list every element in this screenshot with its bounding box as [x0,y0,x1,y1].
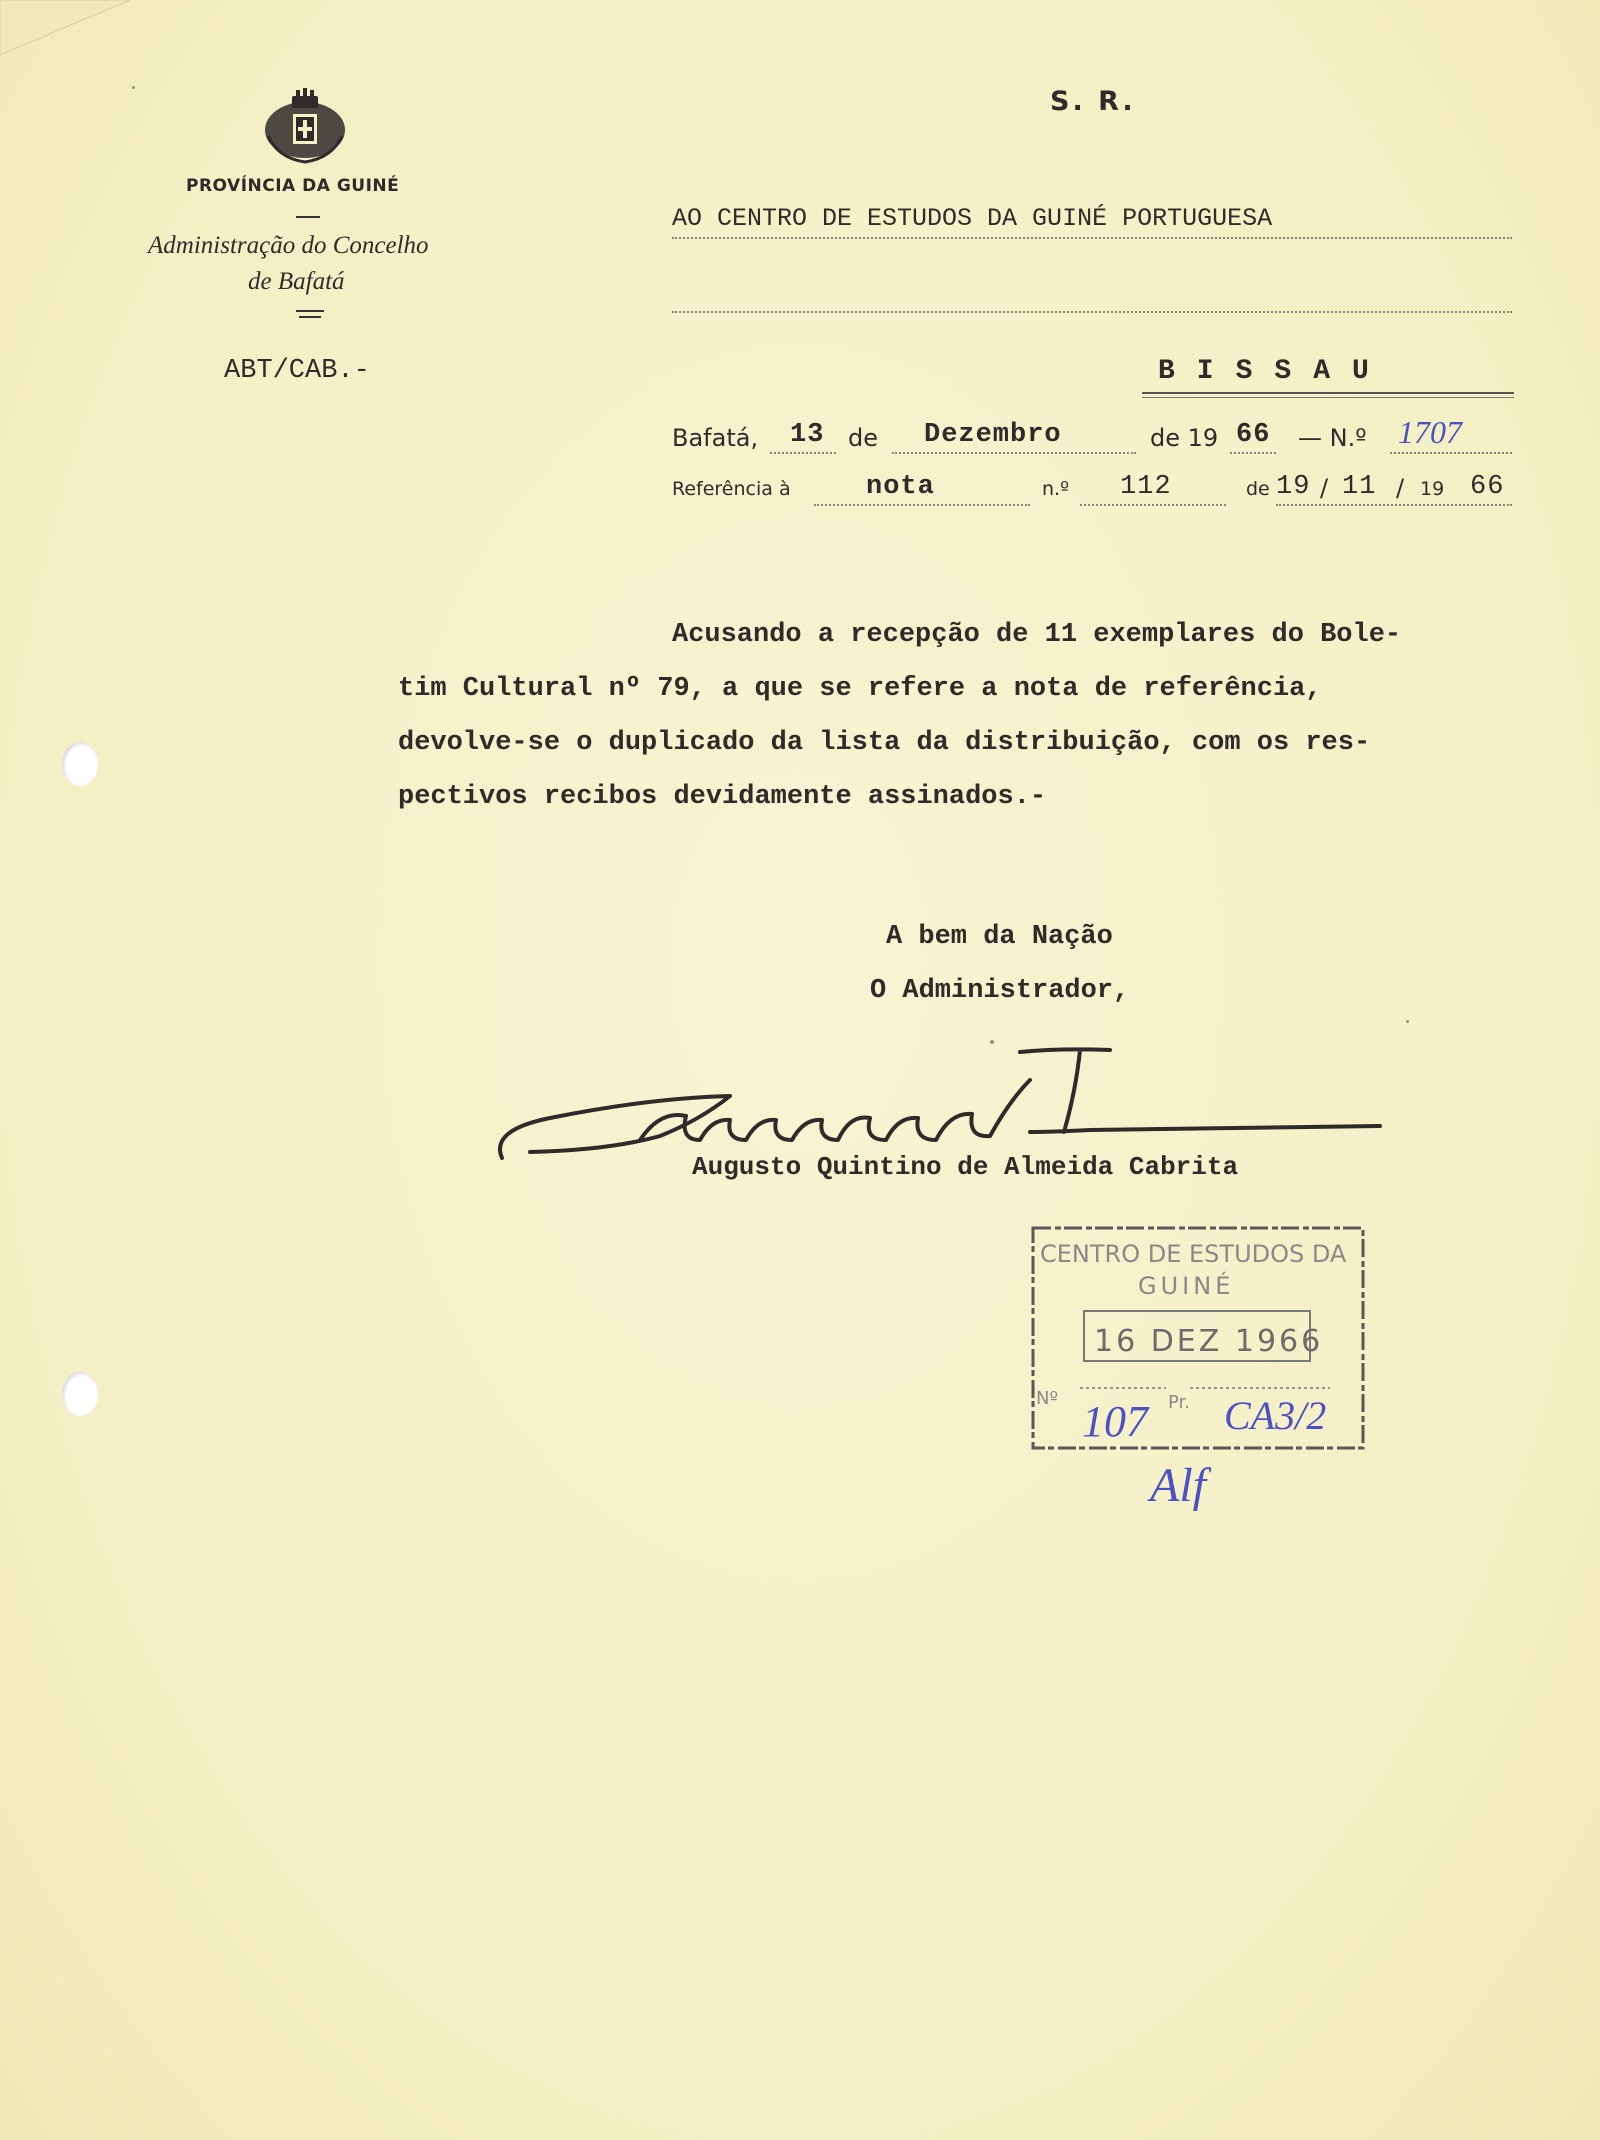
city-underline [1142,392,1514,394]
punch-hole-bottom [62,1372,98,1416]
stamp-entry-number: 107 [1082,1397,1148,1446]
body-line-2: tim Cultural nº 79, a que se refere a nota de referência, [398,674,1322,704]
closing-title: O Administrador, [870,976,1130,1006]
addressee-city: BISSAU [1158,356,1391,387]
date-separator: / [1320,474,1329,502]
divider [299,316,321,318]
reference-code: ABT/CAB.- [224,356,370,386]
reference-year-prefix: 19 [1420,478,1445,500]
sr-mark: S. R. [1050,86,1136,117]
address-dotted-line [672,237,1512,239]
dotted-fill [814,504,1030,506]
province-name: PROVÍNCIA DA GUINÉ [186,176,400,196]
reference-month: 11 [1342,472,1377,502]
date-month: Dezembro [924,420,1062,450]
paper-speck [1406,1020,1409,1023]
reference-number: 112 [1120,472,1172,502]
divider [296,310,324,312]
body-line-3: devolve-se o duplicado da lista da distribuição, com os res- [398,728,1371,758]
body-line-1: Acusando a recepção de 11 exemplares do Bole- [672,620,1402,650]
addressee: AO CENTRO DE ESTUDOS DA GUINÉ PORTUGUESA [672,204,1273,233]
dotted-fill [892,452,1136,454]
reference-day: 19 [1276,472,1311,502]
stamp-entry-label: Nº [1036,1388,1058,1409]
city-underline [1142,397,1514,398]
date-year-label: de 19 [1150,424,1219,452]
signatory-name: Augusto Quintino de Almeida Cabrita [692,1152,1239,1182]
reference-number-label: n.º [1042,478,1070,500]
dotted-fill [1080,504,1226,506]
administration-line-1: Administração do Concelho [148,232,429,259]
reference-type: nota [866,472,935,502]
reference-year: 66 [1470,472,1505,502]
stamp-proc-code: CA3/2 [1224,1393,1327,1438]
dotted-fill [770,452,836,454]
folded-corner [0,0,140,60]
divider [296,216,320,218]
dotted-fill [1390,452,1512,454]
stamp-proc-label: Pr. [1168,1392,1191,1413]
punch-hole-top [62,742,98,786]
place-label: Bafatá, [672,424,759,452]
date-year: 66 [1236,420,1271,450]
stamp-institution-line-2: GUINÉ [1138,1272,1235,1300]
document-number: 1707 [1398,414,1462,450]
stamp-initials: Alf [1150,1459,1206,1512]
number-label: — N.º [1298,424,1367,452]
dotted-fill [1230,452,1276,454]
dotted-fill [1276,504,1512,506]
stamp-institution: CENTRO DE ESTUDOS DA [1040,1240,1347,1268]
paper-speck [990,1040,994,1044]
stamp-date: 16 DEZ 1966 [1094,1324,1324,1359]
address-dotted-line [672,311,1512,313]
body-line-4: pectivos recibos devidamente assinados.- [398,782,1047,812]
date-de-label: de [848,424,878,452]
reference-label: Referência à [672,478,791,500]
date-separator: / [1396,474,1405,502]
closing-salutation: A bem da Nação [886,922,1113,952]
reference-date-label: de [1246,478,1270,500]
paper-speck [132,86,135,89]
date-day: 13 [790,420,825,450]
coat-of-arms-icon [258,88,352,164]
administration-line-2: de Bafatá [248,268,345,295]
